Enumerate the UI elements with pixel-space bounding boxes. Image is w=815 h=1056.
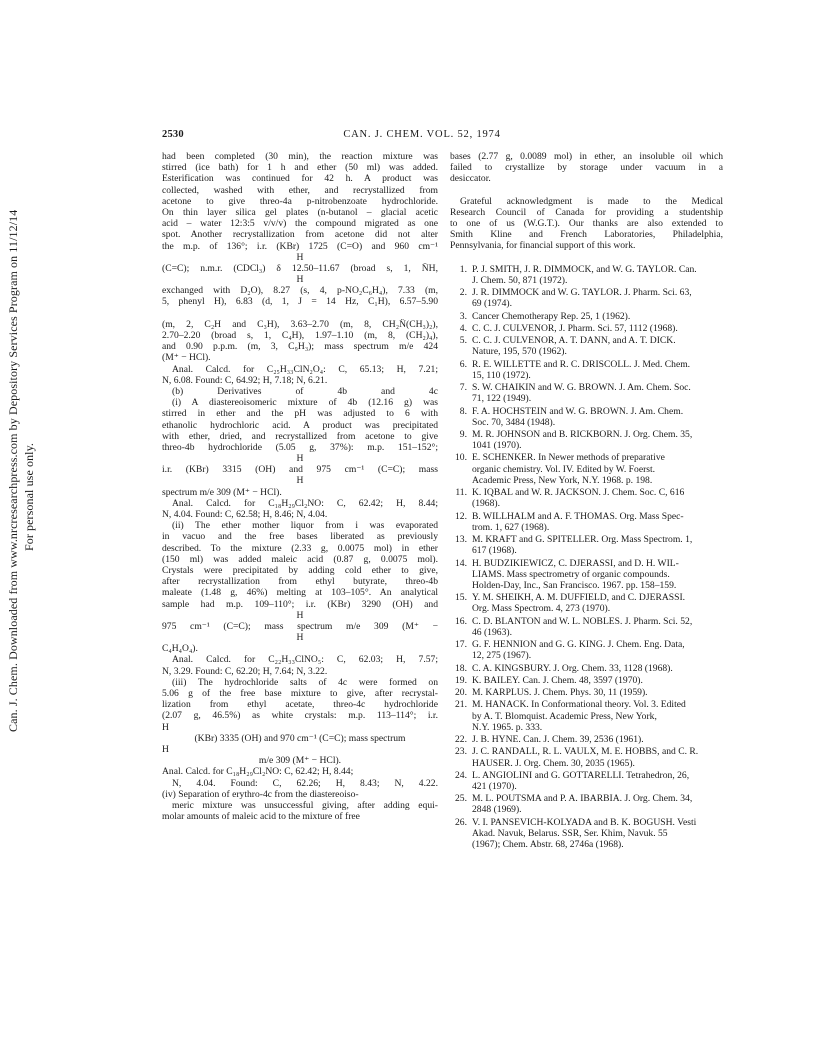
bond-label: (KBr) 3335 (OH) and 970 cm⁻¹ (C=C); mass spectrum [194,732,406,744]
reference-line: Holden-Day, Inc., San Francisco. 1967. pp. 158–159. [472,579,677,591]
reference-number: 14. [455,557,467,569]
text-line: 975 cm⁻¹ (C=C); mass spectrum m/e 309 (M⁺ − [162,620,438,632]
reference-item [450,699,723,733]
text-line: Anal. Calcd. for C₁₈H₂₉Cl₂NO: C, 62.42; H, 8.44; [162,766,354,778]
text-line: the m.p. of 136°; i.r. (KBr) 1725 (C=O) and 960 cm⁻¹ [162,240,438,252]
experimental-continuation [450,151,723,185]
reference-number: 7. [459,382,467,394]
reference-number: 4. [459,322,467,334]
text-line: after recrystallization from ethyl butyrate, threo-4b [162,576,438,588]
personal-use-notice: For personal use only. [21,442,36,552]
reference-line: C. C. J. CULVENOR, J. Pharm. Sci. 57, 1112 (1968). [472,322,678,334]
reference-line: 71, 122 (1949). [472,393,532,405]
reference-item [450,452,723,486]
reference-item [450,511,723,533]
reference-line: Y. M. SHEIKH, A. M. DUFFIELD, and C. DJERASSI. [472,592,686,604]
reference-item [450,335,723,357]
reference-item [450,487,723,509]
text-line: (ii) The ether mother liquor from i was evaporated [172,520,438,532]
reference-line: Akad. Navuk, Belarus. SSR, Ser. Khim, Navuk. 55 [472,827,668,839]
text-line: i.r. (KBr) 3315 (OH) and 975 cm⁻¹ (C=C); mass [162,464,438,476]
bond-label: H [296,274,304,286]
text-line: described. To the mixture (2.33 g, 0.0075 mol) in ether [162,542,438,554]
references-list [450,264,723,851]
reference-line: E. SCHENKER. In Newer methods of preparative [472,452,665,464]
reference-number: 9. [459,428,467,440]
reference-item [450,592,723,614]
text-line: acid – water 12:3:5 v/v/v) the compound migrated as one [162,218,438,230]
reference-number: 21. [455,699,467,711]
reference-line: L. ANGIOLINI and G. GOTTARELLI. Tetrahedron, 26, [472,769,690,781]
bond-label: H [296,475,304,487]
reference-line: organic chemistry. Vol. IV. Edited by W. Foerst. [472,463,656,475]
bond-label: H [296,251,304,263]
reference-item [450,675,723,686]
text-line: N, 4.04. Found: C, 62.26; H, 8.43; N, 4.22. [172,777,438,789]
reference-line: C. D. BLANTON and W. L. NOBLES. J. Pharm. Sci. 52, [472,615,693,627]
reference-line: M. R. JOHNSON and B. RICKBORN. J. Org. Chem. 35, [472,428,693,440]
bond-label: H [296,453,304,465]
text-line: (M⁺ − HCl). [162,352,211,364]
reference-item [450,406,723,428]
reference-line: 1041 (1970). [472,440,522,452]
text-line: threo-4b hydrochloride (5.05 g, 37%): m.p. 151–152°; [162,441,438,453]
reference-item [450,382,723,404]
text-line: desiccator. [450,173,491,185]
reference-line: S. W. CHAIKIN and W. G. BROWN. J. Am. Chem. Soc. [472,382,691,394]
acknowledgment-line: Smith Kline and French Laboratories, Philadelphia, [450,229,723,241]
reference-line: 46 (1963). [472,626,512,638]
text-line: N, 6.08. Found: C, 64.92; H, 7.18; N, 6.21. [162,374,328,386]
reference-number: 1. [459,263,467,275]
reference-line: C. A. KINGSBURY. J. Org. Chem. 33, 1128 (1968). [472,662,673,674]
reference-line: M. KRAFT and G. SPITELLER. Org. Mass Spectrom. 1, [472,534,693,546]
reference-line: Academic Press, New York, N.Y. 1968. p. 198. [472,474,653,486]
reference-line: HAUSER. J. Org. Chem. 30, 2035 (1965). [472,757,635,769]
text-line: (i) A diastereoisomeric mixture of 4b (12.16 g) was [172,397,438,409]
text-line: lization from ethyl acetate, threo-4c hydrochloride [162,699,438,711]
reference-line: 421 (1970). [472,781,517,792]
text-line: (2.07 g, 46.5%) as white crystals: m.p. 113–114°; i.r. [162,710,438,722]
reference-item [450,359,723,381]
reference-item [450,558,723,592]
reference-line: 15, 110 (1972). [472,369,531,381]
reference-number: 2. [459,287,467,299]
right-column [450,151,723,850]
reference-line: 12, 275 (1967). [472,650,532,662]
bond-label: H [296,632,304,644]
reference-number: 20. [455,687,467,699]
reference-line: LIAMS. Mass spectrometry of organic compounds. [472,568,670,580]
reference-line: M. HANACK. In Conformational theory. Vol. 3. Edited [472,699,686,711]
reference-line: R. E. WILLETTE and R. C. DRISCOLL. J. Med. Chem. [472,358,691,370]
reference-line: C. C. J. CULVENOR, A. T. DANN, and A. T. DICK. [472,335,676,347]
reference-number: 10. [455,452,467,464]
reference-item [450,687,723,698]
reference-number: 6. [459,358,467,370]
text-line: stirred (ice bath) for 1 h and ether (50 ml) was added. [162,162,438,174]
reference-number: 26. [455,816,467,828]
text-line: spot. Another recrystallization from acetone did not alter [162,229,438,241]
reference-line: N.Y. 1965. p. 333. [472,721,543,733]
blank-line [162,308,438,319]
reference-number: 15. [455,592,467,604]
reference-item [450,534,723,556]
reference-number: 23. [455,746,467,758]
reference-line: B. WILLHALM and A. F. THOMAS. Org. Mass Spec- [472,510,684,522]
running-head: CAN. J. CHEM. VOL. 52, 1974 [343,129,501,140]
reference-item [450,734,723,745]
acknowledgment-line: to one of us (W.G.T.). Our thanks are also extended to [450,217,723,229]
text-line: in vacuo and the free bases liberated as previously [162,531,438,543]
text-line: (m, 2, C₂H and C₃H), 3.63–2.70 (m, 8, CH₂N̈(CH₃)₂), [162,318,438,330]
acknowledgment-line: Grateful acknowledgment is made to the Medical [460,195,723,207]
text-line: N, 3.29. Found: C, 62.20; H, 7.64; N, 3.22. [162,665,328,677]
text-line: N, 4.04. Found: C, 62.58; H, 8.46; N, 4.04. [162,509,328,520]
reference-number: 13. [455,534,467,546]
reference-item [450,746,723,768]
text-line: Anal. Calcd. for C₂₂H₃₃ClNO₅: C, 62.03; H, 7.57; [172,654,438,666]
text-line: and 0.90 p.p.m. (m, 3, C₉H₃); mass spectrum m/e 424 [162,341,438,353]
text-line: exchanged with D₂O), 8.27 (s, 4, p-NO₂C₆H₄), 7.33 (m, [162,285,438,297]
reference-line: 69 (1974). [472,298,512,310]
reference-number: 19. [455,674,467,686]
reference-item [450,639,723,661]
reference-line: K. IQBAL and W. R. JACKSON. J. Chem. Soc. C, 616 [472,487,685,499]
text-line: Crystals were precipitated by adding cold ether to give, [162,564,438,576]
text-line: had been completed (30 min), the reaction mixture was [162,151,438,162]
reference-item [450,663,723,674]
reference-item [450,793,723,815]
reference-item [450,616,723,638]
reference-item [450,311,723,322]
reference-item [450,429,723,451]
reference-line: 2848 (1969). [472,804,522,816]
text-line: (iv) Separation of erythro-4c from the diastereoiso- [162,788,359,800]
text-line: 2.70–2.20 (broad s, 1, C₄H), 1.97–1.10 (m, 8, (CH₂)₄), [162,330,438,341]
reference-line: M. L. POUTSMA and P. A. IBARBIA. J. Org. Chem. 34, [472,793,693,805]
text-line: (150 ml) was added maleic acid (0.87 g, 0.0075 mol). [162,553,438,565]
download-notice [6,209,40,732]
text-line: failed to crystallize by storage under vacuum in a [450,162,723,174]
text-line: Anal. Calcd. for C₂₅H₃₃ClN₂O₄: C, 65.13; H, 7.21; [172,363,438,375]
reference-line: J. C. RANDALL, R. L. VAULX, M. E. HOBBS, and C. R. [472,746,699,758]
reference-line: by A. T. Blomquist. Academic Press, New York, [472,710,657,722]
text-line: (C=C); n.m.r. (CDCl₃) δ 12.50–11.67 (broad s, 1, N̈H, [162,262,438,274]
page-number: 2530 [162,129,184,140]
reference-line: Org. Mass Spectrom. 4, 273 (1970). [472,603,611,615]
reference-line: trom. 1, 627 (1968). [472,521,550,533]
reference-line: 617 (1968). [472,545,517,557]
reference-number: 12. [455,510,467,522]
text-line: meric mixture was unsuccessful giving, after adding equi- [172,799,438,811]
page-header [162,129,687,145]
reference-number: 11. [455,487,467,499]
reference-item [450,323,723,334]
reference-item [450,770,723,792]
text-line: sample had m.p. 109–110°; i.r. (KBr) 3290 (OH) and [162,598,438,610]
reference-number: 16. [455,615,467,627]
text-line: ethanolic hydrochloric acid. A product was precipitated [162,419,438,431]
bond-label: m/e 309 (M⁺ − HCl). [258,755,342,767]
download-notice-line: Can. J. Chem. Downloaded from www.nrcresearchpress.com by Depository Services Program on 11/12/14 [6,209,20,732]
reference-line: F. A. HOCHSTEIN and W. G. BROWN. J. Am. Chem. [472,405,684,417]
reference-line: (1967); Chem. Abstr. 68, 2746a (1968). [472,839,624,851]
text-line: H [162,743,169,755]
acknowledgment-line: Pennsylvania, for financial support of this work. [450,240,636,252]
reference-item [450,287,723,309]
text-line: collected, washed with ether, and recrystallized from [162,184,438,196]
reference-number: 18. [455,662,467,674]
reference-line: J. B. HYNE. Can. J. Chem. 39, 2536 (1961). [472,734,644,746]
reference-number: 22. [455,734,467,746]
bond-label: H [296,609,304,621]
reference-line: G. F. HENNION and G. G. KING. J. Chem. Eng. Data, [472,639,685,651]
text-line: bases (2.77 g, 0.0089 mol) in ether, an insoluble oil which [450,151,723,162]
reference-number: 24. [455,769,467,781]
reference-line: Soc. 70, 3484 (1948). [472,416,556,428]
reference-number: 17. [455,639,467,651]
text-line: spectrum m/e 309 (M⁺ − HCl). [162,486,282,498]
text-line: C₄H₄O₄). [162,643,198,655]
reference-line: P. J. SMITH, J. R. DIMMOCK, and W. G. TAYLOR. Can. [472,263,697,275]
reference-item [450,264,723,286]
reference-number: 5. [459,335,467,347]
reference-number: 8. [459,405,467,417]
text-line: (b) Derivatives of 4b and 4c [172,385,438,397]
text-line: with ether, dried, and recrystallized from acetone to give [162,430,438,442]
text-line: H [162,721,169,733]
text-line: Esterification was continued for 42 h. A product was [162,173,438,185]
text-line: maleate (1.48 g, 46%) melting at 103–105°. An analytical [162,587,438,599]
reference-line: J. Chem. 50, 871 (1972). [472,274,568,286]
reference-number: 25. [455,793,467,805]
acknowledgment-line: Research Council of Canada for providing a studentship [450,206,723,218]
reference-line: (1968). [472,498,500,510]
reference-line: V. I. PANSEVICH-KOLYADA and B. K. BOGUSH. Vesti [472,816,697,828]
reference-line: K. BAILEY. Can. J. Chem. 48, 3597 (1970). [472,674,643,686]
text-line: Anal. Calcd. for C₁₈H₂₉Cl₂NO: C, 62.42; H, 8.44; [172,497,438,509]
text-line: (iii) The hydrochloride salts of 4c were formed on [172,676,438,688]
reference-line: Cancer Chemotherapy Rep. 25, 1 (1962). [472,310,631,322]
reference-number: 3. [459,310,467,322]
reference-item [450,817,723,851]
text-line: 5, phenyl H), 6.83 (d, 1, J = 14 Hz, C₁H), 6.57–5.90 [162,296,438,308]
reference-line: J. R. DIMMOCK and W. G. TAYLOR. J. Pharm. Sci. 63, [472,287,692,299]
left-column [162,151,438,822]
text-line: molar amounts of maleic acid to the mixture of free [162,811,360,823]
reference-line: Nature, 195, 570 (1962). [472,346,567,358]
text-line: stirred in ether and the pH was adjusted to 6 with [162,408,438,420]
reference-line: H. BUDZIKIEWICZ, C. DJERASSI, and D. H. WIL- [472,557,679,569]
acknowledgment [450,196,723,252]
text-line: acetone to give threo-4a p-nitrobenzoate hydrochloride. [162,195,438,207]
text-line: On thin layer silica gel plates (n-butanol – glacial acetic [162,206,438,218]
reference-line: M. KARPLUS. J. Chem. Phys. 30, 11 (1959). [472,687,648,699]
text-line: 5.06 g of the free base mixture to give, after recrystal- [162,688,438,699]
